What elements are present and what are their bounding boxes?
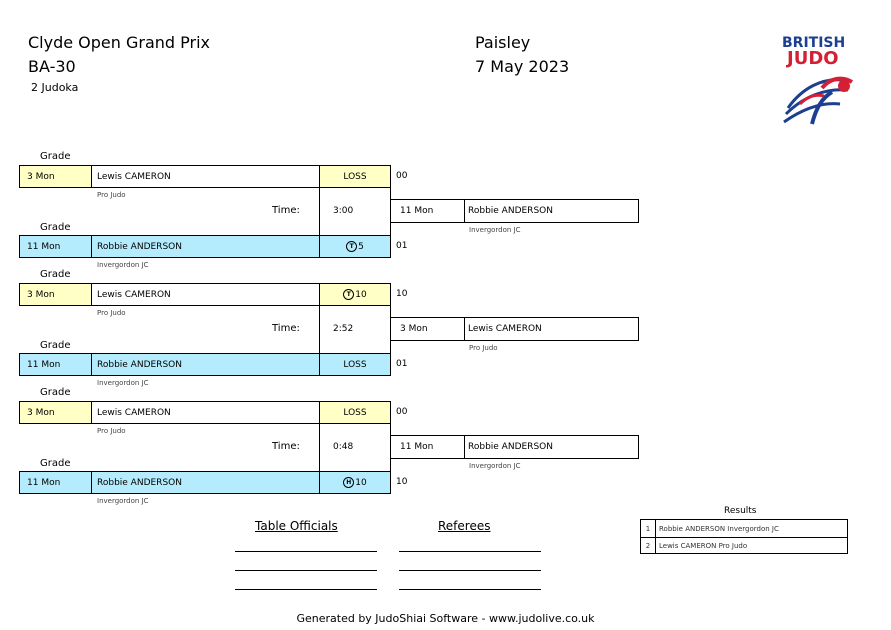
grade-label: Grade xyxy=(40,269,71,280)
white-club: Pro Judo xyxy=(97,309,126,317)
results-text: Lewis CAMERON Pro Judo xyxy=(659,541,748,550)
white-club: Pro Judo xyxy=(97,191,126,199)
winner-name: Lewis CAMERON xyxy=(468,324,542,334)
white-grade: 3 Mon xyxy=(20,284,92,305)
blue-result-text: 10 xyxy=(355,477,367,488)
winner-name: Robbie ANDERSON xyxy=(468,442,553,452)
blue-grade: 11 Mon xyxy=(20,354,92,375)
grade-label: Grade xyxy=(40,458,71,469)
date-label: 7 May 2023 xyxy=(475,57,570,76)
results-table xyxy=(640,519,848,554)
winner-club: Invergordon JC xyxy=(469,226,521,234)
time-label: Time: xyxy=(272,205,300,216)
blue-competitor-row xyxy=(19,235,391,258)
blue-score: 01 xyxy=(396,359,408,369)
white-result xyxy=(320,402,390,423)
white-result-icon: T xyxy=(343,289,354,300)
white-competitor-row xyxy=(19,283,391,306)
blue-grade: 11 Mon xyxy=(20,236,92,257)
winner-club: Pro Judo xyxy=(469,344,498,352)
signature-line xyxy=(399,589,541,590)
blue-result xyxy=(320,236,390,257)
location-label: Paisley xyxy=(475,33,531,52)
results-row-1 xyxy=(641,520,847,538)
footer-credit: Generated by JudoShiai Software - www.judolive.co.uk xyxy=(296,612,595,625)
white-score: 00 xyxy=(396,171,408,181)
results-text: Robbie ANDERSON Invergordon JC xyxy=(659,524,779,533)
judoka-emblem-icon xyxy=(782,68,862,130)
blue-name: Robbie ANDERSON xyxy=(92,236,320,257)
white-grade: 3 Mon xyxy=(20,166,92,187)
match-time: 0:48 xyxy=(333,442,354,452)
winner-row xyxy=(390,317,639,341)
grade-label: Grade xyxy=(40,340,71,351)
logo-text-judo: JUDO xyxy=(787,48,839,69)
blue-club: Invergordon JC xyxy=(97,497,149,505)
white-result-text: LOSS xyxy=(343,171,367,182)
blue-result-text: 5 xyxy=(358,241,364,252)
white-competitor-row xyxy=(19,165,391,188)
referees-heading: Referees xyxy=(438,519,491,533)
white-result-text: LOSS xyxy=(343,407,367,418)
category-label: BA-30 xyxy=(28,57,76,76)
grade-label: Grade xyxy=(40,151,71,162)
winner-grade: 3 Mon xyxy=(391,318,465,340)
winner-name: Robbie ANDERSON xyxy=(468,206,553,216)
winner-row xyxy=(390,435,639,459)
signature-line xyxy=(399,570,541,571)
white-club: Pro Judo xyxy=(97,427,126,435)
blue-result-icon: H xyxy=(343,477,354,488)
table-officials-heading: Table Officials xyxy=(255,519,338,533)
winner-row xyxy=(390,199,639,223)
results-title: Results xyxy=(724,506,757,516)
blue-grade: 11 Mon xyxy=(20,472,92,493)
white-result-text: 10 xyxy=(355,289,367,300)
competitor-count: 2 Judoka xyxy=(31,81,79,94)
results-place: 2 xyxy=(641,537,656,554)
time-label: Time: xyxy=(272,323,300,334)
blue-competitor-row xyxy=(19,353,391,376)
time-label: Time: xyxy=(272,441,300,452)
blue-competitor-row xyxy=(19,471,391,494)
grade-label: Grade xyxy=(40,387,71,398)
blue-result-text: LOSS xyxy=(343,359,367,370)
white-name: Lewis CAMERON xyxy=(92,402,320,423)
signature-line xyxy=(235,551,377,552)
white-result xyxy=(320,284,390,305)
blue-result xyxy=(320,472,390,493)
white-competitor-row xyxy=(19,401,391,424)
white-grade: 3 Mon xyxy=(20,402,92,423)
bracket-line xyxy=(319,306,320,353)
bracket-line xyxy=(319,424,320,471)
blue-name: Robbie ANDERSON xyxy=(92,354,320,375)
blue-result-icon: T xyxy=(346,241,357,252)
winner-grade: 11 Mon xyxy=(391,436,465,458)
white-score: 00 xyxy=(396,407,408,417)
white-score: 10 xyxy=(396,289,408,299)
blue-score: 01 xyxy=(396,241,408,251)
blue-result xyxy=(320,354,390,375)
winner-club: Invergordon JC xyxy=(469,462,521,470)
blue-score: 10 xyxy=(396,477,408,487)
results-row-2 xyxy=(641,537,847,554)
blue-club: Invergordon JC xyxy=(97,261,149,269)
results-place: 1 xyxy=(641,520,656,537)
signature-line xyxy=(235,589,377,590)
winner-grade: 11 Mon xyxy=(391,200,465,222)
blue-name: Robbie ANDERSON xyxy=(92,472,320,493)
bracket-line xyxy=(319,188,320,235)
grade-label: Grade xyxy=(40,222,71,233)
signature-line xyxy=(399,551,541,552)
white-result xyxy=(320,166,390,187)
match-time: 2:52 xyxy=(333,324,354,334)
logo-text-british: BRITISH xyxy=(782,35,846,51)
white-name: Lewis CAMERON xyxy=(92,166,320,187)
signature-line xyxy=(235,570,377,571)
british-judo-logo xyxy=(782,36,862,146)
tournament-title: Clyde Open Grand Prix xyxy=(28,33,211,52)
blue-club: Invergordon JC xyxy=(97,379,149,387)
match-time: 3:00 xyxy=(333,206,354,216)
white-name: Lewis CAMERON xyxy=(92,284,320,305)
